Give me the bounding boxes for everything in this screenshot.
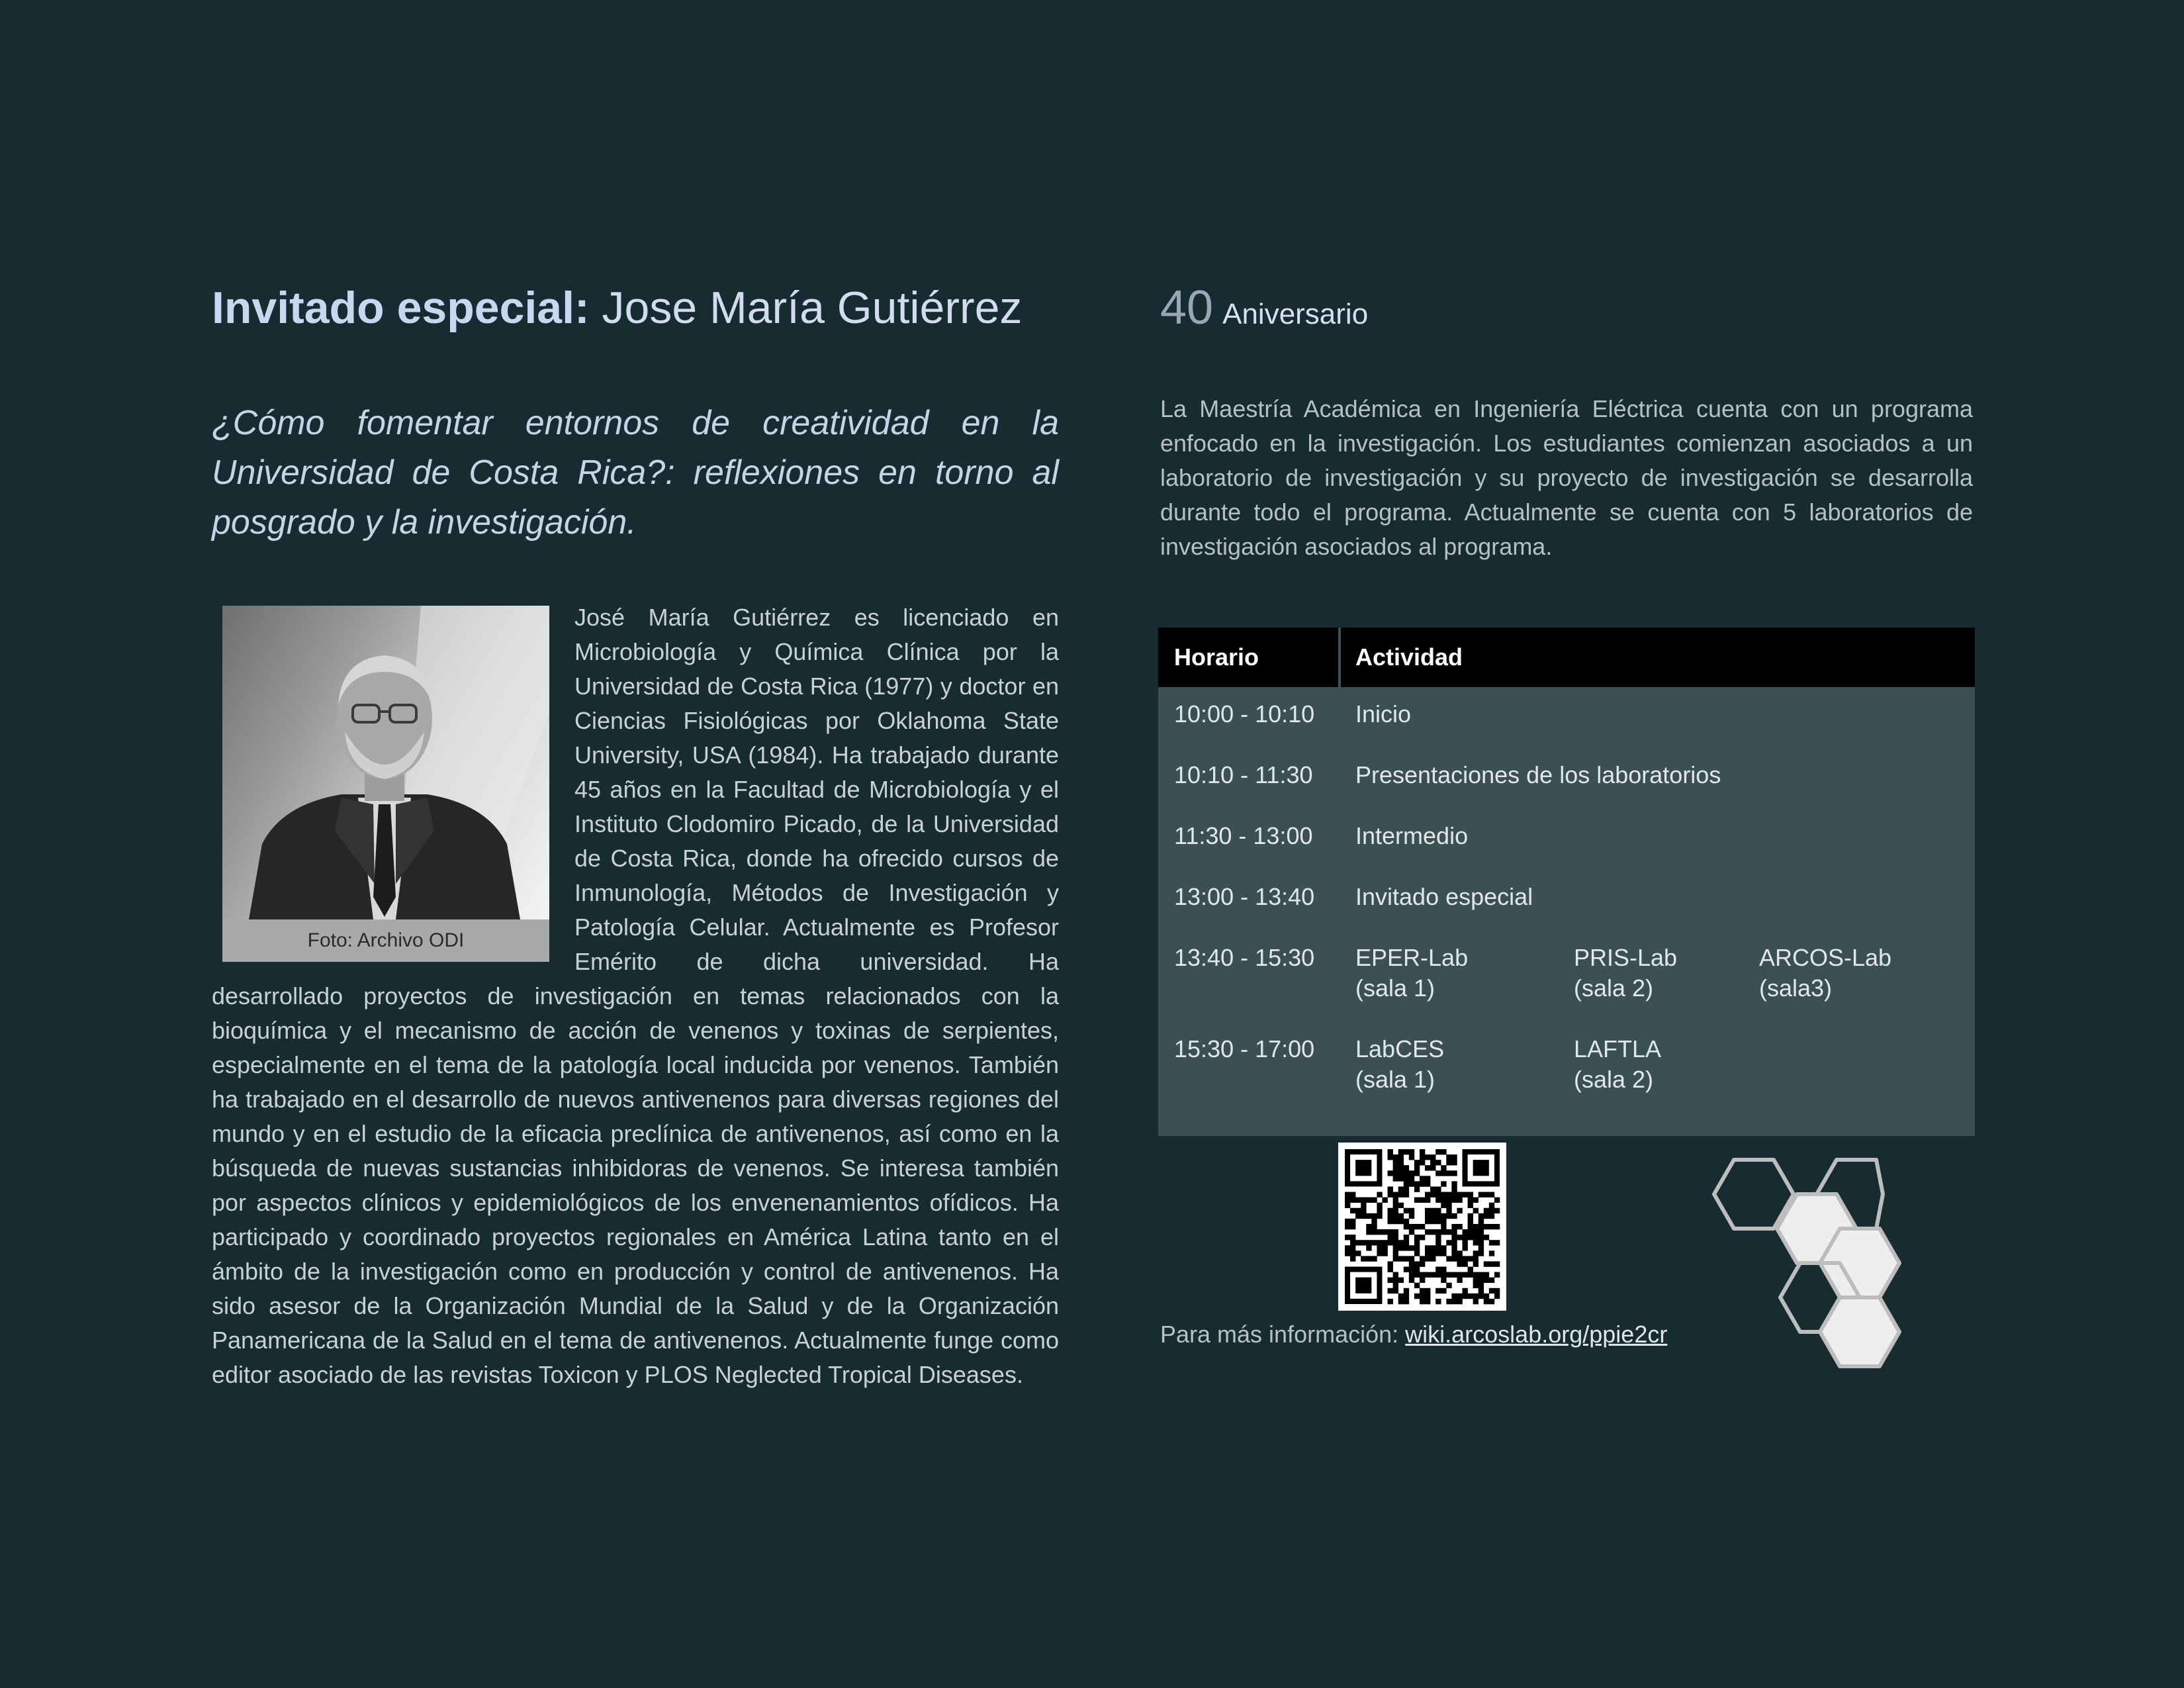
lab-room: (sala 2) xyxy=(1574,1066,1654,1093)
row-activity: Presentaciones de los laboratorios xyxy=(1355,761,1721,788)
schedule-row xyxy=(1158,821,1975,882)
more-info-prefix: Para más información: xyxy=(1160,1321,1399,1348)
lab-name: LAFTLA xyxy=(1574,1035,1662,1062)
program-description: La Maestría Académica en Ingeniería Eléctrica cuenta con un programa enfocado en la investigación. Los estudiantes comienzan asociados a un laboratorio de investigación y su proyecto de investigación se desarrolla durante todo el programa. Actualmente se cuenta con 5 laboratorios de investigación asociados al programa. xyxy=(1160,395,1973,560)
lab-name: ARCOS-Lab xyxy=(1759,944,1892,971)
row-time: 10:00 - 10:10 xyxy=(1174,700,1315,727)
schedule-row xyxy=(1158,943,1975,1034)
more-info-link[interactable]: wiki.arcoslab.org/ppie2cr xyxy=(1405,1321,1668,1348)
row-time: 13:00 - 13:40 xyxy=(1174,883,1315,910)
guest-name: Jose María Gutiérrez xyxy=(602,283,1023,333)
qr-code[interactable] xyxy=(1338,1143,1506,1311)
schedule-row xyxy=(1158,699,1975,760)
header-horario: Horario xyxy=(1174,643,1259,671)
talk-title: ¿Cómo fomentar entornos de creatividad en la Universidad de Costa Rica?: reflexiones en torno al posgrado y la investigación. xyxy=(212,404,1059,541)
lab-room: (sala 1) xyxy=(1355,1066,1435,1093)
anniversary-section xyxy=(1160,278,1973,564)
row-time: 15:30 - 17:00 xyxy=(1174,1035,1315,1062)
schedule-row xyxy=(1158,882,1975,943)
guest-label: Invitado especial: xyxy=(212,283,590,333)
row-activity: Invitado especial xyxy=(1355,883,1533,910)
lab-cell xyxy=(1574,943,1677,1004)
guest-section xyxy=(212,278,1059,1392)
schedule-header xyxy=(1158,628,1975,687)
schedule-body xyxy=(1158,687,1975,1136)
lab-name: PRIS-Lab xyxy=(1574,944,1678,971)
more-info xyxy=(1160,1317,1667,1352)
anniversary-number: 40 xyxy=(1160,281,1214,334)
lab-room: (sala3) xyxy=(1759,974,1833,1002)
lab-name: LabCES xyxy=(1355,1035,1445,1062)
photo-caption: Foto: Archivo ODI xyxy=(222,919,549,962)
row-time: 11:30 - 13:00 xyxy=(1174,822,1313,849)
lab-cell xyxy=(1759,943,1891,1004)
guest-heading xyxy=(212,278,1059,338)
schedule-row xyxy=(1158,1034,1975,1125)
lab-cell xyxy=(1355,943,1468,1004)
lab-cell xyxy=(1355,1034,1444,1095)
guest-photo xyxy=(222,606,549,962)
row-activity: Inicio xyxy=(1355,700,1412,727)
guest-bio xyxy=(212,600,1059,1392)
guest-bio-text: José María Gutiérrez es licenciado en Microbiología y Química Clínica por la Universidad de Costa Rica (1977) y doctor en Ciencias Fisiológicas por Oklahoma State University, USA (1984). Ha trabajado durante 45 años en la Facultad de Microbiología y el Instituto Clodomiro Picado, de la Universidad de Costa Rica, donde ha ofrecido cursos de Inmunología, Métodos de Investigación y Patología Celular. Actualmente es Profesor Emérito de dicha universidad. Ha desarrollado proyectos de investigación en temas relacionados con la bioquímica y el mecanismo de acción de venenos y toxinas de serpientes, especialmente en el tema de la patología local inducida por venenos. También ha trabajado en el desarrollo de nuevos antivenenos para diversas regiones del mundo y en el estudio de la eficacia preclínica de antivenenos, así como en la búsqueda de nuevas sustancias inhibidoras de venenos. Se interesa también por aspectos clínicos y epidemiológicos de los envenenamientos ofídicos. Ha participado y coordinado proyectos regionales en América Latina tanto en el ámbito de la investigación como en producción y control de antivenenos. Ha sido asesor de la Organización Mundial de la Salud y de la Organización Panamericana de la Salud en el tema de antivenenos. Actualmente funge como editor asociado de las revistas Toxicon y PLOS Neglected Tropical Diseases. xyxy=(212,604,1059,1388)
schedule-table xyxy=(1158,628,1975,1136)
schedule-row xyxy=(1158,760,1975,821)
lab-name: EPER-Lab xyxy=(1355,944,1469,971)
lab-room: (sala 2) xyxy=(1574,974,1654,1002)
header-divider xyxy=(1338,628,1341,687)
anniversary-heading xyxy=(1160,278,1973,338)
lab-cell xyxy=(1574,1034,1661,1095)
header-actividad: Actividad xyxy=(1355,643,1463,671)
portrait-image xyxy=(222,606,549,919)
row-time: 10:10 - 11:30 xyxy=(1174,761,1313,788)
lab-room: (sala 1) xyxy=(1355,974,1435,1002)
hexagon-logo-icon xyxy=(1694,1157,1906,1385)
anniversary-word: Aniversario xyxy=(1222,298,1369,330)
row-time: 13:40 - 15:30 xyxy=(1174,944,1315,971)
row-activity: Intermedio xyxy=(1355,822,1469,849)
